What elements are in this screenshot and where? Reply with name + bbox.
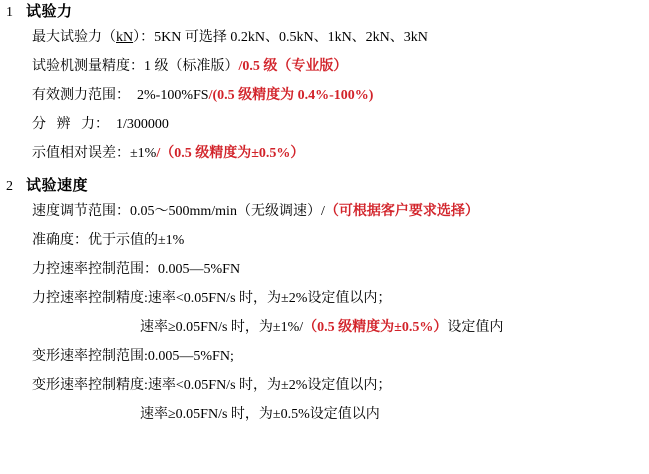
body-text: 分 辨 力： 1/300000 bbox=[32, 117, 169, 132]
highlight-text: （0.5 级精度为±0.5%） bbox=[303, 320, 448, 335]
body-text: 准确度：优于示值的±1% bbox=[32, 233, 185, 248]
spec-line bbox=[0, 81, 649, 110]
body-text: 变形速率控制范围:0.005—5%FN; bbox=[32, 349, 234, 364]
section-title: 试验力 bbox=[26, 4, 73, 20]
spec-line bbox=[0, 139, 649, 168]
body-text: ）：5KN 可选择 0.2kN、0.5kN、1kN、2kN、3kN bbox=[133, 30, 428, 45]
spec-line bbox=[0, 23, 649, 52]
body-text: 有效测力范围： 2%-100%FS bbox=[32, 88, 209, 103]
highlight-text: （可根据客户要求选择） bbox=[324, 204, 479, 219]
body-text: 设定值内 bbox=[447, 320, 504, 335]
spec-line bbox=[0, 400, 649, 429]
body-text: 速度调节范围：0.05～500mm/min（无级调速）/ bbox=[32, 204, 325, 219]
body-text: 最大试验力（ bbox=[32, 30, 116, 45]
section-number: 1 bbox=[6, 5, 14, 20]
document-section bbox=[0, 0, 649, 168]
spec-line bbox=[0, 284, 649, 313]
section-heading bbox=[0, 174, 649, 195]
body-text: 力控速率控制精度:速率<0.05FN/s 时，为±2%设定值以内； bbox=[32, 291, 392, 306]
highlight-text: /（0.5 级精度为±0.5%） bbox=[156, 146, 305, 161]
spec-line bbox=[0, 197, 649, 226]
document-section bbox=[0, 174, 649, 429]
body-text: 速率≥0.05FN/s 时，为±1%/ bbox=[140, 320, 304, 335]
spec-line bbox=[0, 371, 649, 400]
highlight-text: /0.5 级（专业版） bbox=[238, 59, 348, 74]
body-text: 变形速率控制精度:速率<0.05FN/s 时，为±2%设定值以内； bbox=[32, 378, 392, 393]
section-lines bbox=[0, 197, 649, 429]
underlined-text: kN bbox=[116, 30, 134, 45]
body-text: 试验机测量精度：1 级（标准版） bbox=[32, 59, 239, 74]
section-heading bbox=[0, 0, 649, 21]
section-number: 2 bbox=[6, 179, 14, 194]
body-text: 示值相对误差：±1% bbox=[32, 146, 157, 161]
highlight-text: /(0.5 级精度为 0.4%-100%) bbox=[208, 88, 374, 103]
body-text: 力控速率控制范围：0.005—5%FN bbox=[32, 262, 241, 277]
section-title: 试验速度 bbox=[26, 178, 89, 194]
spec-line bbox=[0, 342, 649, 371]
body-text: 速率≥0.05FN/s 时，为±0.5%设定值以内 bbox=[140, 407, 380, 422]
spec-line bbox=[0, 226, 649, 255]
spec-line bbox=[0, 313, 649, 342]
section-lines bbox=[0, 23, 649, 168]
spec-line bbox=[0, 52, 649, 81]
spec-line bbox=[0, 110, 649, 139]
spec-line bbox=[0, 255, 649, 284]
